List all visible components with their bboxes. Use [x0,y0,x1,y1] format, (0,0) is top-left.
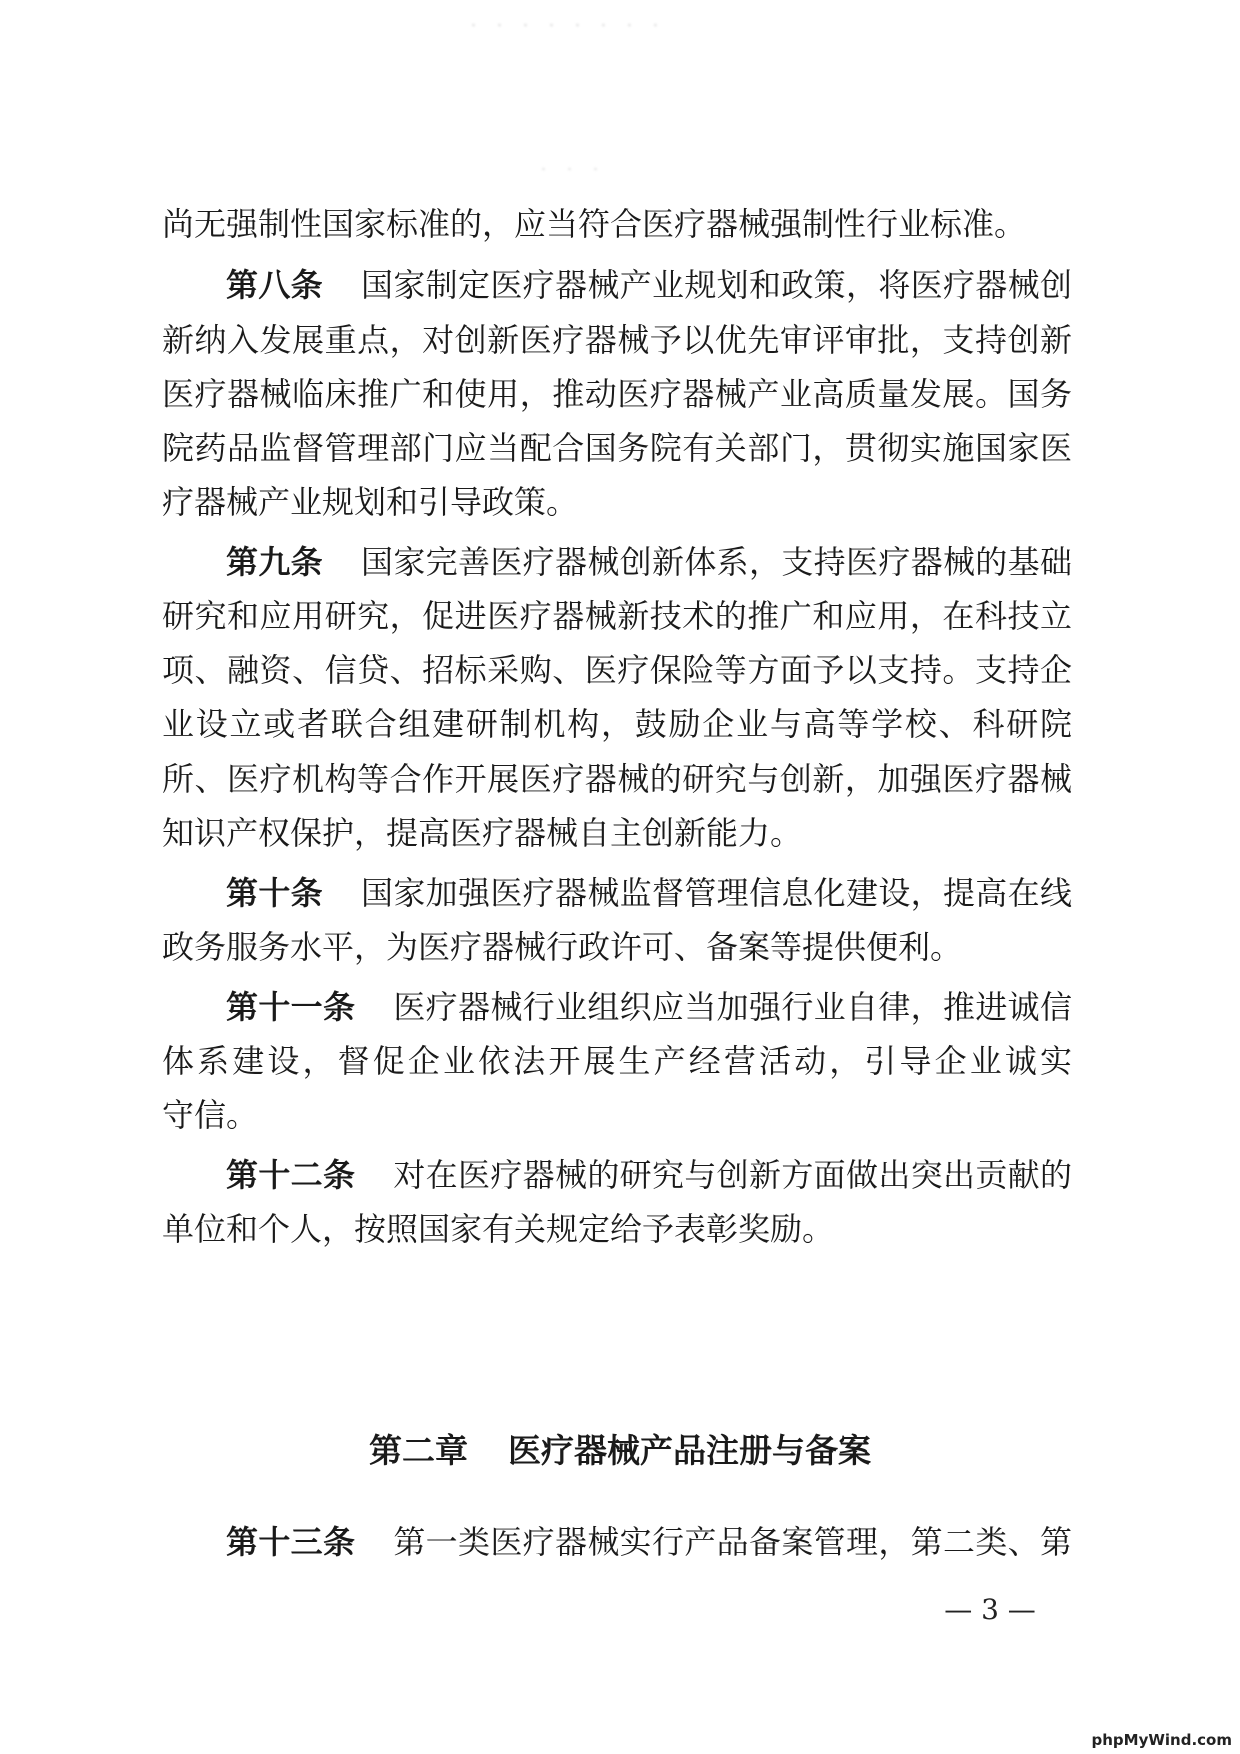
header-bleed-through-2: · · · [540,158,605,183]
article-13-heading: 第十三条 [226,1523,356,1561]
article-11-heading: 第十一条 [226,988,356,1026]
page-number: — 3 — [944,1593,1036,1626]
text-span: 国家制定医疗器械产业规划和政策，将医疗器械创 [361,266,1072,304]
text-line: 业设立或者联合组建研制机构，鼓励企业与高等学校、科研院 [162,705,1072,743]
article-12-heading: 第十二条 [226,1156,356,1194]
text-line: 医疗器械临床推广和使用，推动医疗器械产业高质量发展。国务 [162,375,1072,413]
article-11-line [226,985,1072,1029]
text-line: 知识产权保护，提高医疗器械自主创新能力。 [162,814,803,852]
article-8-heading: 第八条 [226,266,323,304]
chapter-number: 第二章 [369,1431,468,1470]
article-13-line [226,1520,1072,1564]
text-span: 国家加强医疗器械监督管理信息化建设，提高在线 [361,874,1072,912]
text-line: 守信。 [162,1096,259,1134]
text-line: 新纳入发展重点，对创新医疗器械予以优先审评审批，支持创新 [162,321,1072,359]
text-line: 研究和应用研究，促进医疗器械新技术的推广和应用，在科技立 [162,597,1072,635]
text-span: 国家完善医疗器械创新体系，支持医疗器械的基础 [361,543,1072,581]
text-line: 项、融资、信贷、招标采购、医疗保险等方面予以支持。支持企 [162,651,1072,689]
text-line: 尚无强制性国家标准的，应当符合医疗器械强制性行业标准。 [162,205,1027,243]
chapter-title: 医疗器械产品注册与备案 [508,1431,871,1470]
text-line: 院药品监督管理部门应当配合国务院有关部门，贯彻实施国家医 [162,429,1072,467]
watermark: phpMyWind.com [1091,1731,1232,1749]
text-line: 政务服务水平，为医疗器械行政许可、备案等提供便利。 [162,928,963,966]
text-span: 医疗器械行业组织应当加强行业自律，推进诚信 [393,988,1072,1026]
chapter-heading [0,1426,1240,1476]
text-span: 对在医疗器械的研究与创新方面做出突出贡献的 [393,1156,1072,1194]
article-8-line [226,263,1072,307]
article-10-line [226,871,1072,915]
article-10-heading: 第十条 [226,874,323,912]
text-line: 体系建设，督促企业依法开展生产经营活动，引导企业诚实 [162,1042,1072,1080]
article-9-line [226,540,1072,584]
text-span: 第一类医疗器械实行产品备案管理，第二类、第 [393,1523,1072,1561]
article-12-line [226,1153,1072,1197]
text-line: 单位和个人，按照国家有关规定给予表彰奖励。 [162,1210,835,1248]
text-line: 所、医疗机构等合作开展医疗器械的研究与创新，加强医疗器械 [162,760,1072,798]
text-line: 疗器械产业规划和引导政策。 [162,483,579,521]
header-bleed-through: · · · · · · · · [470,14,665,39]
article-9-heading: 第九条 [226,543,323,581]
